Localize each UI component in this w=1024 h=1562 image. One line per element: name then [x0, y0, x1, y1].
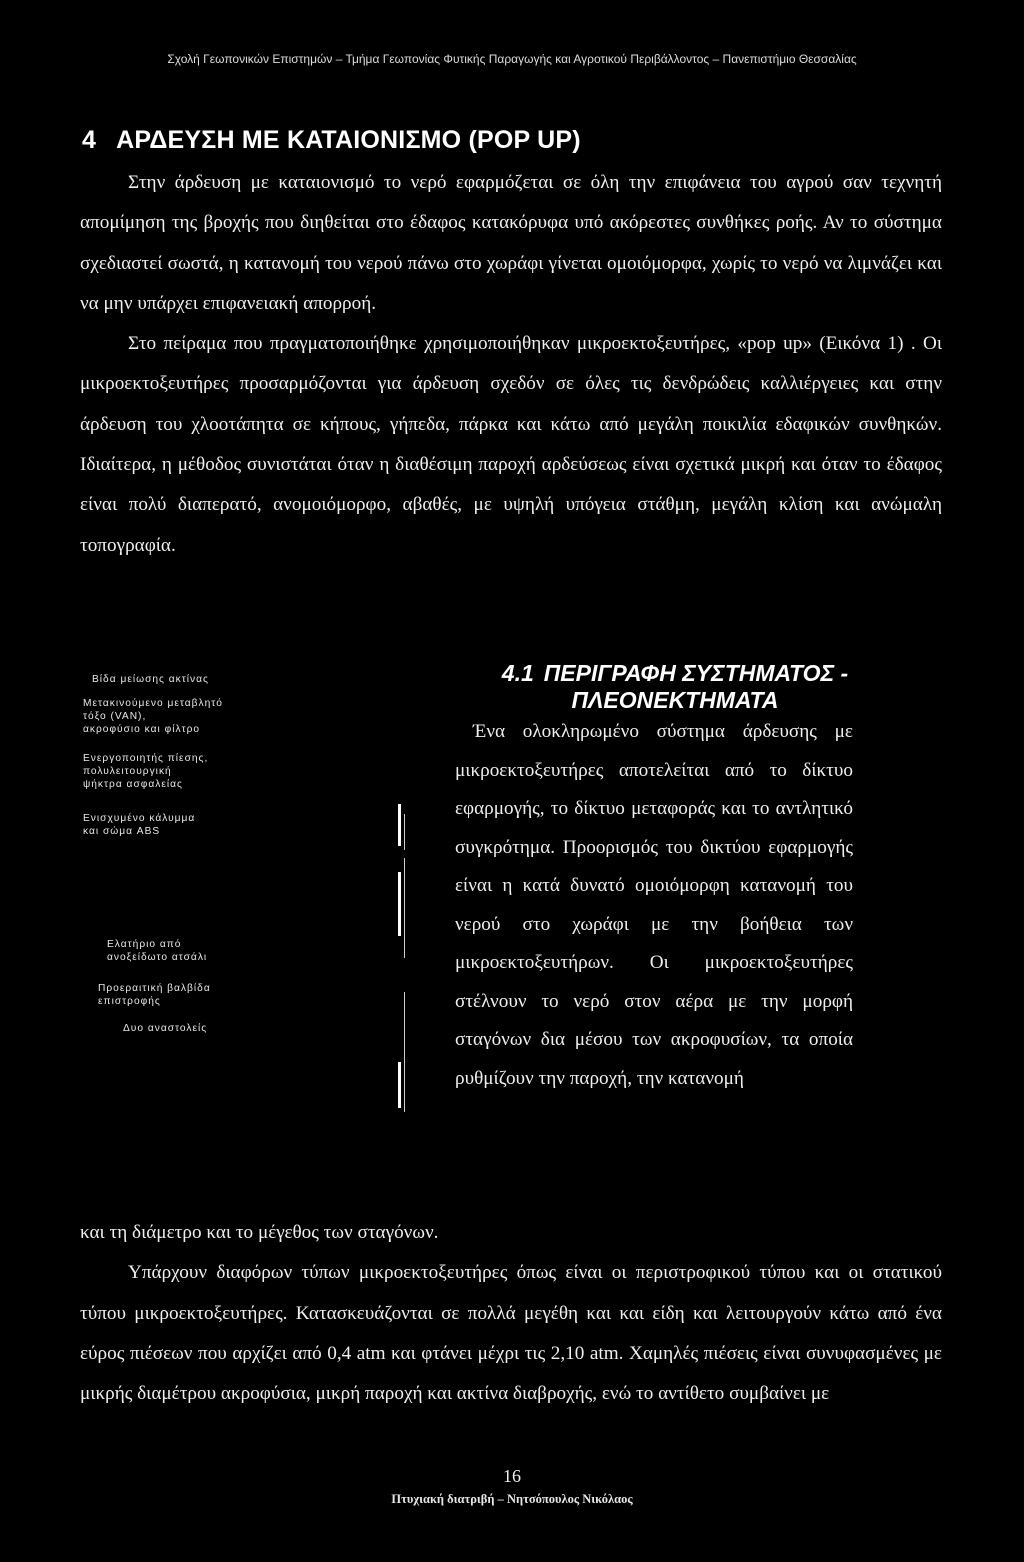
section-title — [82, 126, 581, 155]
page-footer: Πτυχιακή διατριβή – Νητσόπουλος Νικόλαος — [391, 1492, 633, 1506]
intro-paragraph-1: Στην άρδευση με καταιονισμό το νερό εφαρμόζεται σε όλη την επιφάνεια του αγρού σαν τεχνητή απομίμηση της βροχής που διηθείται στο έδαφος κατακόρυφα υπό ακόρεστες συνθήκες ροής. Αν το σύστημα σχεδιαστεί σωστά, η κατανομή του νερού πάνω στο χωράφι γίνεται ομοιόμορφα, χωρίς το νερό να λιμνάζει και να μην υπάρχει επιφανειακή απορροή. — [80, 172, 942, 314]
figure-rod-lower — [398, 1062, 401, 1108]
continuation-paragraph-2: Υπάρχουν διαφόρων τύπων μικροεκτοξευτήρες όπως είναι οι περιστροφικού τύπου και οι στατικού τύπου μικροεκτοξευτήρες. Κατασκευάζονται σε πολλά μεγέθη και και είδη και λειτουργούν κάτω από ένα εύρος πιέσεων που αρχίζει από 0,4 atm και φτάνει μέχρι τις 2,10 atm. Χαμηλές πιέσεις είναι συνυφασμένες με μικρής διαμέτρου ακροφύσια, μικρή παροχή και ακτίνα διαβροχής, ενώ το αντίθετο συμβαίνει με — [80, 1262, 942, 1405]
figure-rod-upper-thin — [404, 814, 405, 850]
figure-rod-upper — [398, 804, 401, 846]
subsection-paragraph: Ένα ολοκληρωμένο σύστημα άρδευσης με μικροεκτοξευτήρες αποτελείται από το δίκτυο εφαρμογής, το δίκτυο μεταφοράς και το αντλητικό συγκρότημα. Προορισμός του δικτύου εφαρμογής είναι η κατά δυνατό ομοιόμορφη κατανομή του νερού στο χωράφι με την βοήθεια των μικροεκτοξευτήρων. Οι μικροεκτοξευτήρες στέλνουν το νερό στον αέρα με την μορφή σταγόνων δια μέσου των ακροφυσίων, τα οποία ρυθμίζουν την παροχή, την κατανομή — [455, 721, 853, 1089]
intro-paragraph-2: Στο πείραμα που πραγματοποιήθηκε χρησιμοποιήθηκαν μικροεκτοξευτήρες, «pop up» (Εικόνα 1) . Οι μικροεκτοξευτήρες προσαρμόζονται για άρδευση σχεδόν σε όλες τις δενδρώδεις καλλιέργειες και στην άρδευση του χλοοτάπητα σε κήπους, γήπεδα, πάρκα και κάτω από μεγάλη ποικιλία εδαφικών συνθηκών. Ιδιαίτερα, η μέθοδος συνιστάται όταν η διαθέσιμη παροχή αρδεύσεως είναι σχετικά μικρή και όταν το έδαφος είναι πολύ διαπερατό, ανομοιόμορφο, αβαθές, με υψηλή υπόγεια στάθμη, μεγάλη κλίση και ανώμαλη τοπογραφία. — [80, 333, 942, 556]
subsection-number: 4.1 — [501, 660, 534, 686]
section-number: 4 — [82, 126, 97, 154]
figure-label-two-stops: Δυο αναστολείς — [123, 1023, 208, 1034]
subsection-title-text: ΠΕΡΙΓΡΑΦΗ ΣΥΣΤΗΜΑΤΟΣ - ΠΛΕΟΝΕΚΤΗΜΑΤΑ — [543, 660, 849, 713]
page-number: 16 — [503, 1466, 521, 1486]
figure-label-abs-body: Ενισχυμένο κάλυμμα και σώμα ABS — [83, 813, 196, 837]
figure-popup-sprinkler — [80, 662, 420, 1122]
figure-rod-lower-thin — [404, 992, 405, 1112]
figure-label-pressure-activator: Ενεργοποιητής πίεσης, πολυλειτουργική ψήκτρα ασφαλείας — [83, 753, 209, 790]
figure-label-check-valve: Προεραιτική βαλβίδα επιστροφής — [98, 983, 211, 1007]
figure-rod-middle-thin — [404, 858, 405, 958]
figure-label-radius-screw: Βίδα μείωσης ακτίνας — [92, 674, 209, 685]
figure-label-van-nozzle: Μετακινούμενο μεταβλητό τόξο (VAN), ακροφύσιο και φίλτρο — [83, 698, 223, 735]
continuation-text — [80, 1213, 942, 1414]
subsection-title — [455, 660, 895, 714]
continuation-paragraph-1: και τη διάμετρο και το μέγεθος των σταγόνων. — [80, 1222, 439, 1243]
section-title-text: ΑΡΔΕΥΣΗ ΜΕ ΚΑΤΑΙΟΝΙΣΜΟ (POP UP) — [116, 126, 581, 154]
figure-rod-middle — [398, 872, 401, 936]
intro-text — [80, 163, 942, 566]
right-column-text — [455, 713, 853, 1098]
figure-label-steel-spring: Ελατήριο από ανοξείδωτο ατσάλι — [107, 939, 208, 963]
page-header: Σχολή Γεωπονικών Επιστημών – Τμήμα Γεωπονίας Φυτικής Παραγωγής και Αγροτικού Περιβάλλοντος – Πανεπιστήμιο Θεσσαλίας — [167, 52, 857, 66]
